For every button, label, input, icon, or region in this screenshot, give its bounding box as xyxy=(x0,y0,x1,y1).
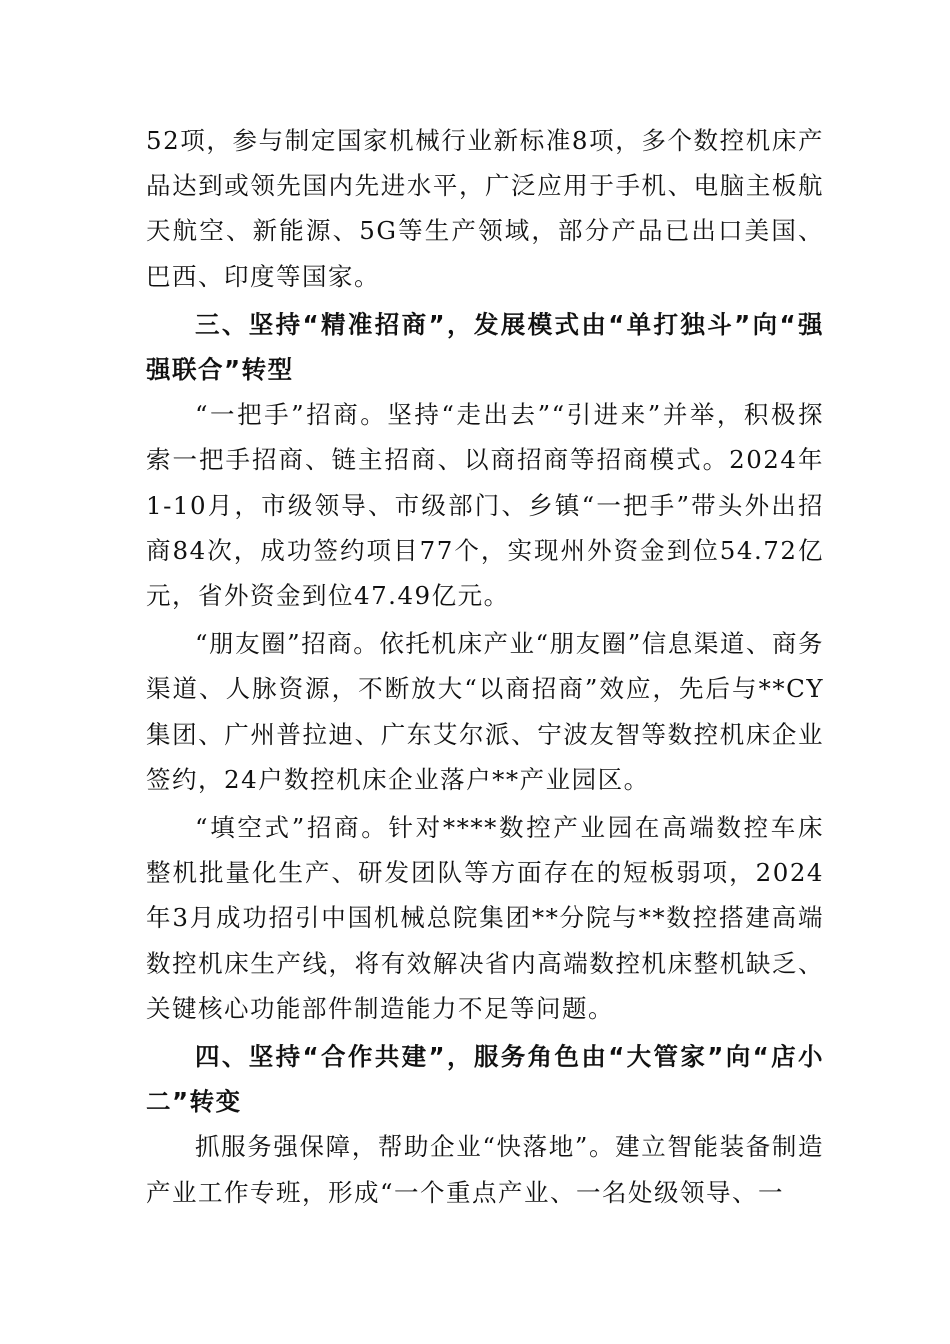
section-heading-cooperation: 四、坚持“合作共建”，服务角色由“大管家”向“店小二”转变 xyxy=(146,1042,824,1117)
paragraph-leader-investment: “一把手”招商。坚持“走出去”“引进来”并举，积极探索一把手招商、链主招商、以商招商等招商模式。2024年1-10月，市级领导、市级部门、乡镇“一把手”带头外出招商84次，成功签约项目77个，实现州外资金到位54.72亿元，省外资金到位47.49亿元。 xyxy=(146,400,824,611)
section-heading-precise-investment: 三、坚持“精准招商”，发展模式由“单打独斗”向“强强联合”转型 xyxy=(146,309,824,385)
paragraph-service-guarantee: 抓服务强保障，帮助企业“快落地”。建立智能装备制造产业工作专班，形成“一个重点产业、一名处级领导、一 xyxy=(146,1132,824,1207)
paragraph-gap-filling-investment: “填空式”招商。针对****数控产业园在高端数控车床整机批量化生产、研发团队等方面存在的短板弱项，2024年3月成功招引中国机械总院集团**分院与**数控搭建高端数控机床生产线，将有效解决省内高端数控机床整机缺乏、关键核心功能部件制造能力不足等问题。 xyxy=(146,813,824,1023)
document-body xyxy=(146,118,824,1215)
paragraph-achievements: 52项，参与制定国家机械行业新标准8项，多个数控机床产品达到或领先国内先进水平，广泛应用于手机、电脑主板航天航空、新能源、5G等生产领域，部分产品已出口美国、巴西、印度等国家。 xyxy=(146,126,824,291)
paragraph-network-investment: “朋友圈”招商。依托机床产业“朋友圈”信息渠道、商务渠道、人脉资源，不断放大“以商招商”效应，先后与**CY集团、广州普拉迪、广东艾尔派、宁波友智等数控机床企业签约，24户数控机床企业落户**产业园区。 xyxy=(146,629,824,794)
